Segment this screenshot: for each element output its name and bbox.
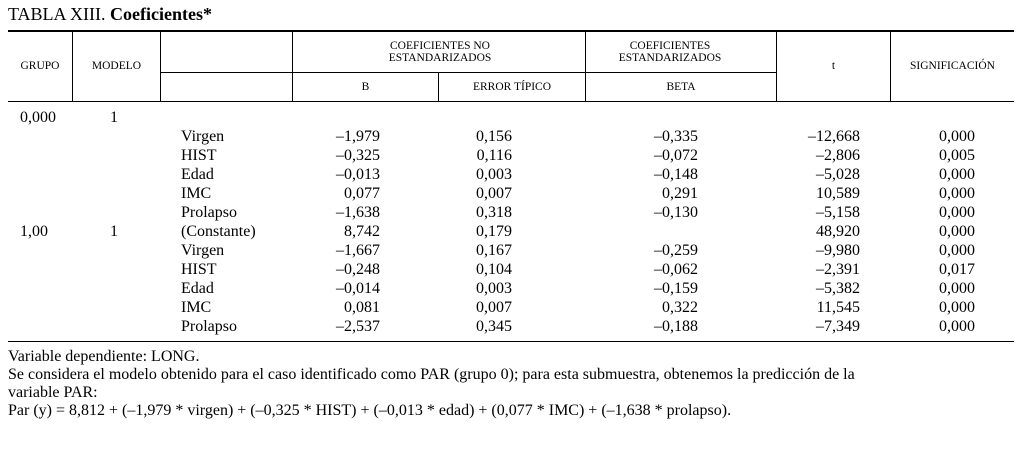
cell-beta: –0,159 bbox=[654, 280, 698, 297]
caption-title: Coeficientes* bbox=[110, 4, 213, 24]
cell-grupo: 0,000 bbox=[20, 109, 56, 126]
cell-se: 0,345 bbox=[476, 318, 512, 335]
cell-sig: 0,000 bbox=[939, 299, 975, 316]
cell-grupo: 1,00 bbox=[20, 223, 48, 240]
header-bottom-rule bbox=[8, 101, 1014, 102]
cell-sig: 0,000 bbox=[939, 185, 975, 202]
cell-b: –0,248 bbox=[336, 261, 380, 278]
cell-beta: –0,072 bbox=[654, 147, 698, 164]
cell-b: 0,077 bbox=[344, 185, 380, 202]
cell-t: –5,158 bbox=[816, 204, 860, 221]
header-divider bbox=[160, 31, 161, 101]
table-row bbox=[0, 127, 1024, 146]
cell-variable: IMC bbox=[181, 185, 212, 202]
cell-se: 0,003 bbox=[476, 166, 512, 183]
caption-prefix: TABLA XIII. bbox=[8, 4, 111, 24]
cell-sig: 0,000 bbox=[939, 204, 975, 221]
cell-b: –1,667 bbox=[336, 242, 380, 259]
table-row bbox=[0, 184, 1024, 203]
cell-se: 0,167 bbox=[476, 242, 512, 259]
cell-t: –5,028 bbox=[816, 166, 860, 183]
table-row bbox=[0, 203, 1024, 222]
header-se: ERROR TÍPICO bbox=[472, 81, 552, 93]
cell-beta: –0,062 bbox=[654, 261, 698, 278]
header-std: COEFICIENTES ESTANDARIZADOS bbox=[618, 40, 722, 64]
cell-se: 0,007 bbox=[476, 299, 512, 316]
cell-b: –2,537 bbox=[336, 318, 380, 335]
cell-beta: –0,130 bbox=[654, 204, 698, 221]
cell-beta: 0,291 bbox=[662, 185, 698, 202]
note-line: Variable dependiente: LONG. bbox=[8, 348, 200, 365]
cell-variable: Prolapso bbox=[181, 204, 237, 221]
cell-t: –7,349 bbox=[816, 318, 860, 335]
cell-variable: HIST bbox=[181, 261, 217, 278]
table-row bbox=[0, 165, 1024, 184]
cell-beta: –0,188 bbox=[654, 318, 698, 335]
cell-beta: –0,335 bbox=[654, 128, 698, 145]
cell-b: 0,081 bbox=[344, 299, 380, 316]
cell-sig: 0,005 bbox=[939, 147, 975, 164]
cell-t: –12,668 bbox=[808, 128, 860, 145]
cell-sig: 0,000 bbox=[939, 242, 975, 259]
bottom-rule bbox=[8, 341, 1014, 342]
cell-se: 0,116 bbox=[476, 147, 512, 164]
header-beta: BETA bbox=[666, 81, 696, 93]
cell-b: –1,979 bbox=[336, 128, 380, 145]
cell-variable: Edad bbox=[181, 280, 214, 297]
cell-b: –1,638 bbox=[336, 204, 380, 221]
cell-t: –5,382 bbox=[816, 280, 860, 297]
header-grupo: GRUPO bbox=[20, 60, 60, 72]
table-row bbox=[0, 298, 1024, 317]
cell-t: –2,806 bbox=[816, 147, 860, 164]
cell-b: –0,325 bbox=[336, 147, 380, 164]
cell-beta: –0,148 bbox=[654, 166, 698, 183]
cell-b: 8,742 bbox=[344, 223, 380, 240]
cell-modelo: 1 bbox=[110, 223, 118, 240]
cell-t: –2,391 bbox=[816, 261, 860, 278]
cell-se: 0,318 bbox=[476, 204, 512, 221]
cell-t: 10,589 bbox=[816, 185, 860, 202]
cell-variable: Virgen bbox=[181, 128, 225, 145]
cell-variable: Prolapso bbox=[181, 318, 237, 335]
header-modelo: MODELO bbox=[91, 60, 142, 72]
table-row bbox=[0, 279, 1024, 298]
cell-b: –0,014 bbox=[336, 280, 380, 297]
note-line: variable PAR: bbox=[8, 384, 98, 401]
cell-sig: 0,000 bbox=[939, 223, 975, 240]
table-row bbox=[0, 146, 1024, 165]
cell-se: 0,156 bbox=[476, 128, 512, 145]
cell-beta: –0,259 bbox=[654, 242, 698, 259]
cell-variable: (Constante) bbox=[181, 223, 256, 240]
cell-variable: IMC bbox=[181, 299, 212, 316]
cell-sig: 0,000 bbox=[939, 280, 975, 297]
cell-beta: 0,322 bbox=[662, 299, 698, 316]
header-sig: SIGNIFICACIÓN bbox=[910, 60, 995, 72]
cell-b: –0,013 bbox=[336, 166, 380, 183]
cell-variable: Virgen bbox=[181, 242, 225, 259]
cell-sig: 0,000 bbox=[939, 318, 975, 335]
note-line: Par (y) = 8,812 + (–1,979 * virgen) + (–0,325 * HIST) + (–0,013 * edad) + (0,077 * IMC) + (–1,638 * prolapso). bbox=[8, 402, 732, 419]
cell-t: 11,545 bbox=[816, 299, 860, 316]
table-row bbox=[0, 222, 1024, 241]
cell-se: 0,003 bbox=[476, 280, 512, 297]
cell-variable: Edad bbox=[181, 166, 214, 183]
header-b: B bbox=[361, 81, 370, 93]
header-no-std: COEFICIENTES NO ESTANDARIZADOS bbox=[388, 40, 492, 64]
table-row bbox=[0, 317, 1024, 336]
cell-se: 0,104 bbox=[476, 261, 512, 278]
table-caption bbox=[8, 4, 212, 25]
table-notes bbox=[8, 348, 1014, 420]
cell-sig: 0,017 bbox=[939, 261, 975, 278]
table-row bbox=[0, 108, 1024, 127]
cell-se: 0,007 bbox=[476, 185, 512, 202]
cell-sig: 0,000 bbox=[939, 128, 975, 145]
cell-variable: HIST bbox=[181, 147, 217, 164]
cell-t: 48,920 bbox=[816, 223, 860, 240]
header-t: t bbox=[831, 60, 836, 72]
cell-t: –9,980 bbox=[816, 242, 860, 259]
cell-se: 0,179 bbox=[476, 223, 512, 240]
table-row bbox=[0, 260, 1024, 279]
table-row bbox=[0, 241, 1024, 260]
cell-sig: 0,000 bbox=[939, 166, 975, 183]
note-line: Se considera el modelo obtenido para el caso identificado como PAR (grupo 0); para esta submuestra, obtenemos la predicción de la bbox=[8, 366, 855, 383]
cell-modelo: 1 bbox=[110, 109, 118, 126]
